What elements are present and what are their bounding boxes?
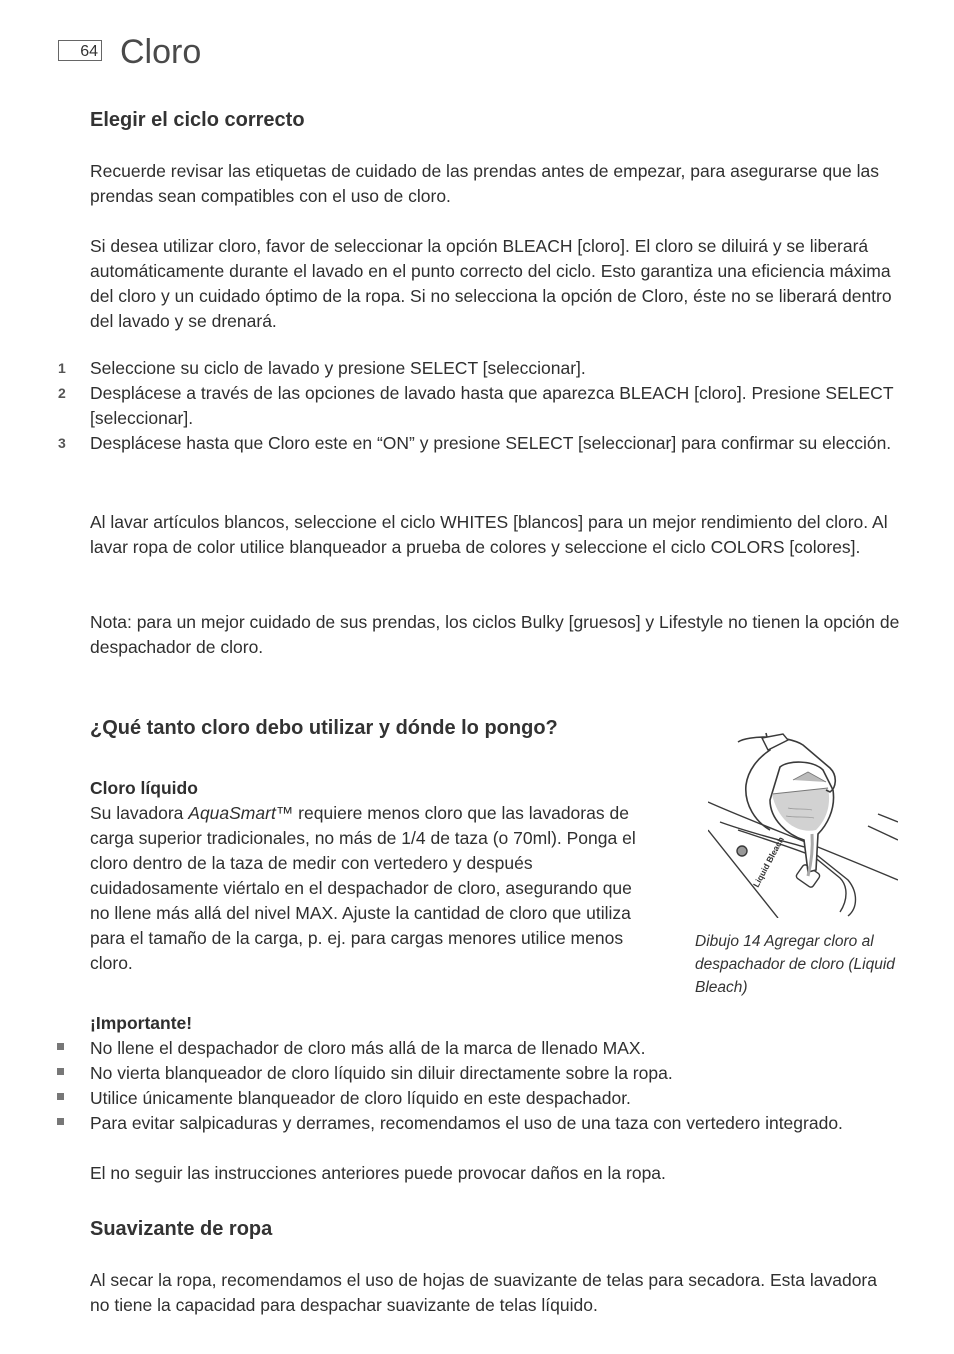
step-text: Desplácese hasta que Cloro este en “ON” y presione SELECT [seleccionar] para confirmar su elección. [90,433,892,453]
brand-name: AquaSmart [188,803,276,823]
paragraph-liquid-bleach [90,801,645,976]
bullet-text: No llene el despachador de cloro más allá de la marca de llenado MAX. [90,1038,646,1058]
paragraph-softener: Al secar la ropa, recomendamos el uso de hojas de suavizante de telas para secadora. Esta lavadora no tiene la capacidad para despachar suavizante de telas líquido. [90,1270,877,1315]
section-heading-how-much: ¿Qué tanto cloro debo utilizar y dónde lo pongo? [90,717,558,739]
page-number-box: 64 [58,40,102,61]
subheading-liquid-bleach: Cloro líquido [90,778,198,798]
paragraph-care-labels: Recuerde revisar las etiquetas de cuidado de las prendas antes de empezar, para asegurarse que las prendas sean compatibles con el uso de cloro. [90,161,879,206]
step-item [0,431,910,456]
paragraph-bleach-option: Si desea utilizar cloro, favor de seleccionar la opción BLEACH [cloro]. El cloro se diluirá y se liberará automáticamente durante el lavado en el punto correcto del ciclo. Esto garantiza una eficiencia máxima del cloro y un cuidado óptimo de la ropa. Si no selecciona la opción de Cloro, éste no se liberará dentro del lavado y se drenará. [90,236,892,331]
list-item [0,1036,910,1061]
step-item [0,356,910,381]
step-number: 2 [58,385,66,401]
bullet-text: Utilice únicamente blanqueador de cloro líquido en este despachador. [90,1088,631,1108]
list-item [0,1061,910,1086]
page-title: Cloro [120,33,202,71]
bullet-icon [57,1043,64,1050]
bullet-icon [57,1093,64,1100]
bullet-text: No vierta blanqueador de cloro líquido sin diluir directamente sobre la ropa. [90,1063,673,1083]
steps-list [0,356,910,456]
figure-caption: Dibujo 14 Agregar cloro al despachador de cloro (Liquid Bleach) [695,933,895,996]
paragraph-whites-colors: Al lavar artículos blancos, seleccione el ciclo WHITES [blancos] para un mejor rendimiento del cloro. Al lavar ropa de color utilice blanqueador a prueba de colores y seleccione el ciclo COLORS [colores]. [90,512,888,557]
step-number: 3 [58,435,66,451]
bullet-text: Para evitar salpicaduras y derrames, recomendamos el uso de una taza con vertedero integrado. [90,1113,843,1133]
section-heading-softener: Suavizante de ropa [90,1218,273,1240]
list-item [0,1111,910,1136]
body-rest: ™ requiere menos cloro que las lavadoras de carga superior tradicionales, no más de 1/4 de taza (o 70ml). Ponga el cloro dentro de la taza de medir con vertedero y después cuidadosamente viértalo en el despachador de cloro, asegurando que no llene más allá del nivel MAX. Ajuste la cantidad de cloro que utiliza para el tamaño de la carga, p. ej. para cargas menores utilice menos cloro. [90,803,636,973]
important-list [0,1036,910,1136]
step-text: Desplácese a través de las opciones de lavado hasta que aparezca BLEACH [cloro]. Presione SELECT [seleccionar]. [90,383,894,428]
section-heading-cycle: Elegir el ciclo correcto [90,109,305,131]
subheading-important: ¡Importante! [90,1013,193,1033]
step-item [0,381,910,431]
step-number: 1 [58,360,66,376]
paragraph-note: Nota: para un mejor cuidado de sus prendas, los ciclos Bulky [gruesos] y Lifestyle no tienen la opción de despachador de cloro. [90,612,900,657]
list-item [0,1086,910,1111]
step-text: Seleccione su ciclo de lavado y presione SELECT [seleccionar]. [90,358,586,378]
paragraph-warning: El no seguir las instrucciones anteriores puede provocar daños en la ropa. [90,1163,666,1183]
body-prefix: Su lavadora [90,803,189,823]
bullet-icon [57,1068,64,1075]
bullet-icon [57,1118,64,1125]
liquid-bleach-label: Liquid Bleach [750,835,786,889]
bleach-dispenser-illustration [708,730,898,918]
